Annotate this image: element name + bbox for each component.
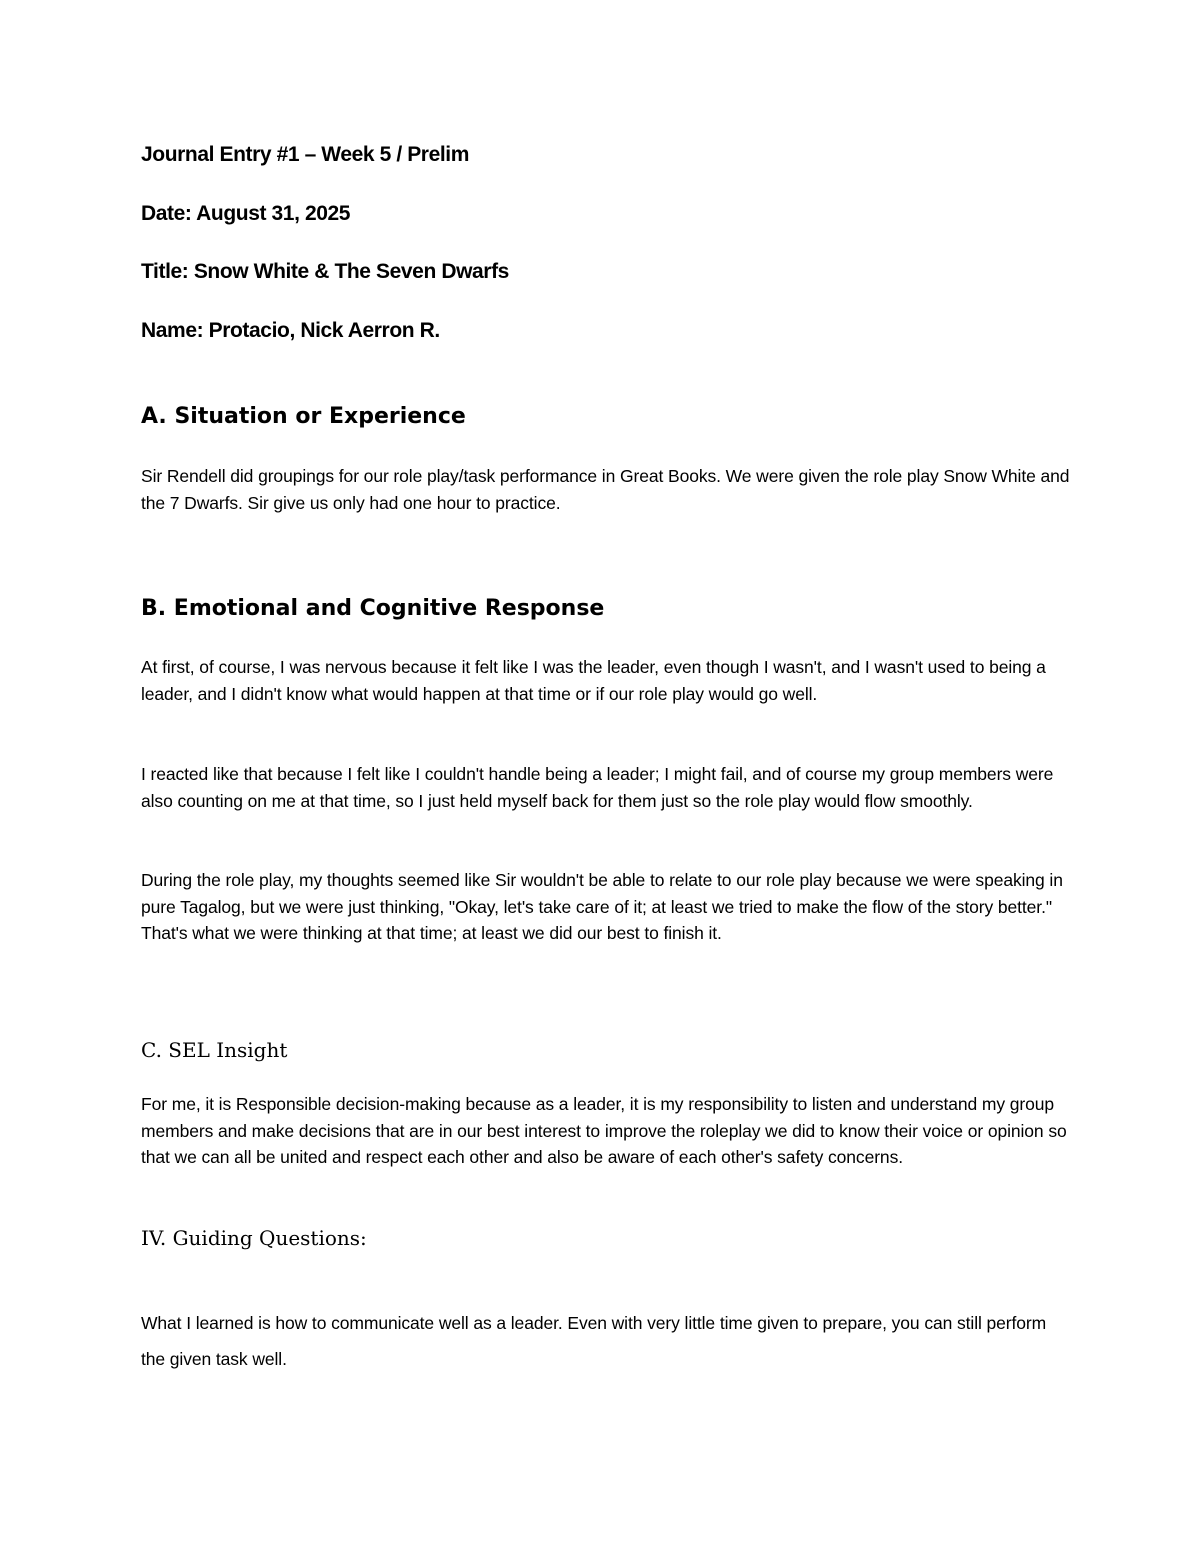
title-line: Title: Snow White & The Seven Dwarfs — [141, 260, 509, 283]
section-iv-paragraph: What I learned is how to communicate well as a leader. Even with very little time given to prepare, you can still perform the given task well. — [141, 1313, 1047, 1369]
name-line: Name: Protacio, Nick Aerron R. — [141, 319, 440, 342]
section-b-paragraph-3: During the role play, my thoughts seemed like Sir wouldn't be able to relate to our role play because we were speaking in pure Tagalog, but we were just thinking, "Okay, let's take care of it; at least we tried to make the flow of the story better." That's what we were thinking at that time; at least we did our best to finish it. — [141, 870, 1063, 943]
section-c-heading: C. SEL Insight — [141, 1038, 288, 1062]
section-b-heading: B. Emotional and Cognitive Response — [141, 596, 605, 621]
date-line: Date: August 31, 2025 — [141, 202, 351, 225]
section-b-paragraph-1: At first, of course, I was nervous because it felt like I was the leader, even though I wasn't, and I wasn't used to being a leader, and I didn't know what would happen at that time or if our role play would go well. — [141, 657, 1046, 704]
journal-entry-heading: Journal Entry #1 – Week 5 / Prelim — [141, 143, 469, 166]
section-a-paragraph: Sir Rendell did groupings for our role play/task performance in Great Books. We were given the role play Snow White and the 7 Dwarfs. Sir give us only had one hour to practice. — [141, 466, 1070, 513]
section-c-paragraph: For me, it is Responsible decision-making because as a leader, it is my responsibility to listen and understand my group members and make decisions that are in our best interest to improve the roleplay we did to know their voice or opinion so that we can all be united and respect each other and also be aware of each other's safety concerns. — [141, 1094, 1067, 1167]
section-a-heading: A. Situation or Experience — [141, 404, 466, 429]
section-b-paragraph-2: I reacted like that because I felt like I couldn't handle being a leader; I might fail, and of course my group members were also counting on me at that time, so I just held myself back for them just so the role play would flow smoothly. — [141, 764, 1054, 811]
section-iv-heading: IV. Guiding Questions: — [141, 1226, 367, 1250]
